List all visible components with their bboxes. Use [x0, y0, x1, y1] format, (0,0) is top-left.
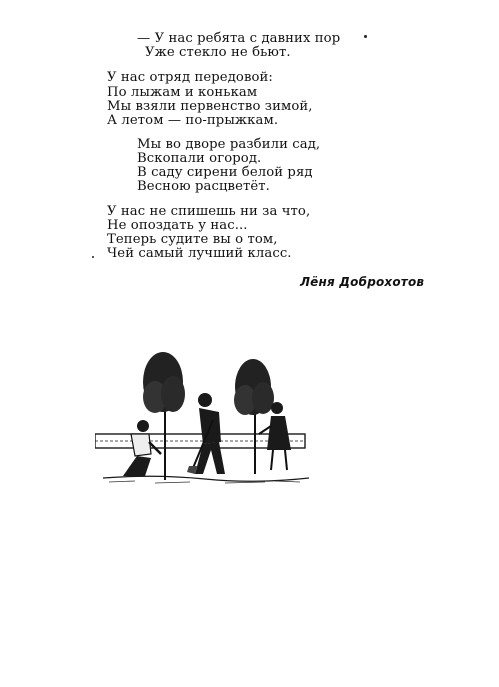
- author-name: Лёня Доброхотов: [300, 275, 425, 289]
- poem-line: Чей самый лучший класс.: [107, 246, 292, 261]
- poem-line: В саду сирени белой ряд: [137, 165, 313, 180]
- poem-line: Вскопали огород.: [137, 151, 262, 166]
- poem-line: Весною расцветёт.: [137, 179, 270, 194]
- poem-line: У нас не спишешь ни за что,: [107, 204, 311, 219]
- poem-line: — У нас ребята с давних пор: [137, 31, 341, 46]
- print-speck: [364, 35, 367, 38]
- poem-line: Мы во дворе разбили сад,: [137, 137, 321, 152]
- poem-line: А летом — по-прыжкам.: [107, 113, 279, 128]
- poem-line: Не опоздать у нас...: [107, 218, 248, 233]
- poem-line: У нас отряд передовой:: [107, 70, 273, 85]
- poem-line: Уже стекло не бьют.: [145, 45, 291, 60]
- poem-line: По лыжам и конькам: [107, 85, 258, 100]
- tree-planting-illustration: [95, 342, 315, 492]
- tree-right-icon: [234, 359, 274, 474]
- print-speck: [92, 256, 94, 258]
- poem-line: Мы взяли первенство зимой,: [107, 99, 313, 114]
- poem-line: Теперь судите вы о том,: [107, 232, 278, 247]
- ground-line: [103, 476, 309, 481]
